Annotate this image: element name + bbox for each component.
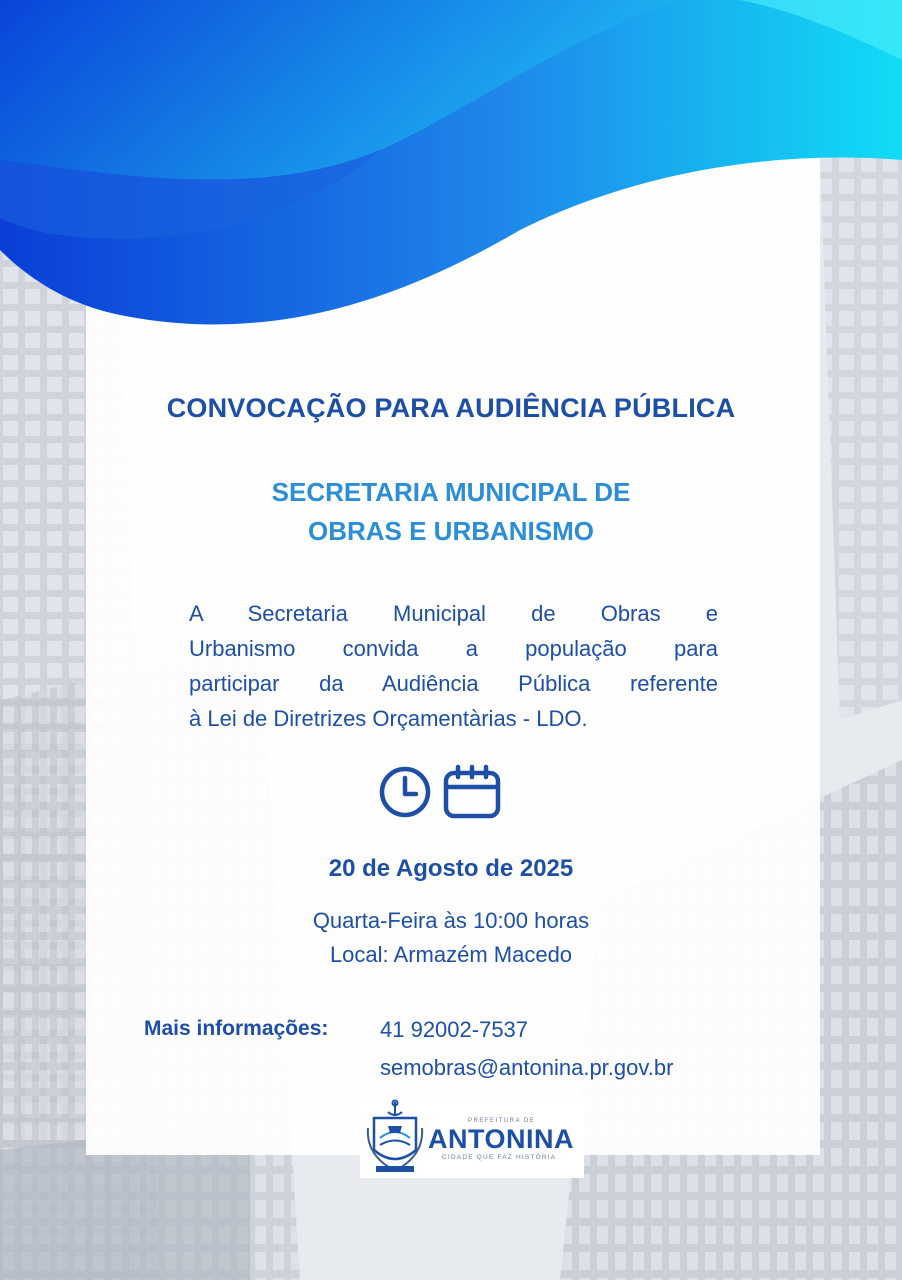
- page-title: CONVOCAÇÃO PARA AUDIÊNCIA PÚBLICA: [166, 393, 736, 423]
- subtitle-line-1: SECRETARIA MUNICIPAL DE: [271, 477, 631, 507]
- logo-name: ANTONINA: [428, 1124, 575, 1154]
- paragraph-line: participar da Audiência Pública referente: [189, 671, 718, 696]
- logo-prefix: PREFEITURA DE: [468, 1118, 536, 1124]
- calendar-icon: [446, 767, 498, 816]
- contact-phone[interactable]: 41 92002-7537: [380, 1017, 529, 1042]
- event-time: Quarta-Feira às 10:00 horas: [312, 908, 590, 933]
- paragraph-line: Urbanismo convida a população para: [189, 636, 718, 661]
- subtitle-line-2: OBRAS E URBANISMO: [307, 516, 594, 546]
- more-info-label: Mais informações:: [144, 1017, 329, 1040]
- paragraph-line: à Lei de Diretrizes Orçamentàrias - LDO.: [189, 706, 588, 731]
- logo-tagline: CIDADE QUE FAZ HISTÓRIA: [442, 1154, 557, 1161]
- paragraph-line: A Secretaria Municipal de Obras e: [189, 601, 718, 626]
- invitation-paragraph: [189, 596, 718, 736]
- event-location: Local: Armazém Macedo: [329, 942, 573, 967]
- antonina-logo: [360, 1098, 584, 1178]
- event-date: 20 de Agosto de 2025: [328, 855, 574, 882]
- date-time-icons: [378, 763, 504, 821]
- coat-of-arms-icon: [360, 1098, 430, 1178]
- clock-icon: [382, 769, 428, 815]
- contact-email[interactable]: semobras@antonina.pr.gov.br: [380, 1055, 674, 1080]
